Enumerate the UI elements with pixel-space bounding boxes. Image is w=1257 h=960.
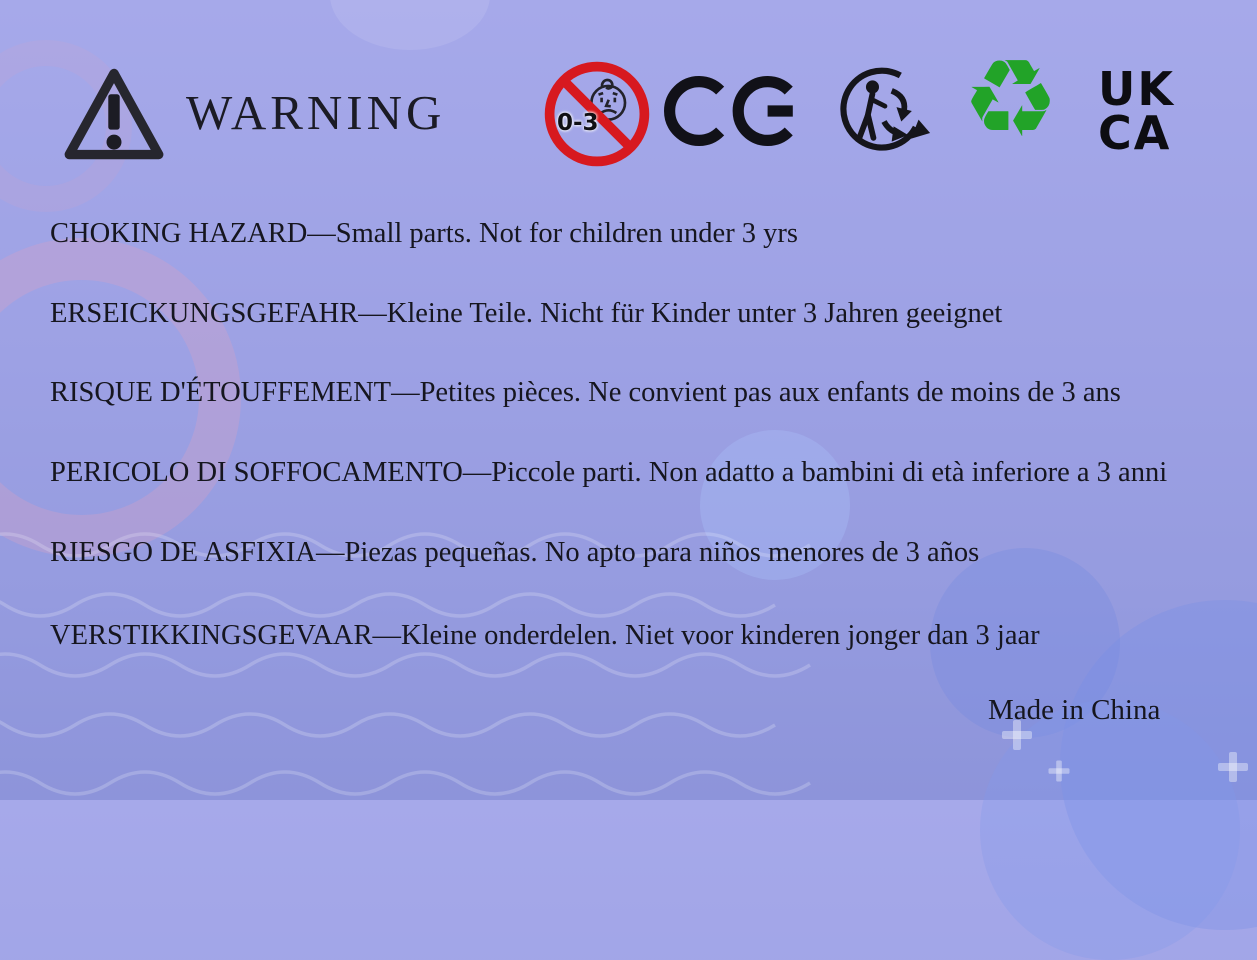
- warning-triangle-icon: [62, 66, 166, 162]
- circle-decoration: [980, 700, 1240, 960]
- warning-title: WARNING: [186, 85, 446, 140]
- warning-text-es: RIESGO DE ASFIXIA—Piezas pequeñas. No apto para niños menores de 3 años: [50, 537, 980, 568]
- made-in-china-label: Made in China: [988, 694, 1161, 726]
- ukca-line2: CA: [1098, 105, 1172, 160]
- recycling-icon: ♻: [962, 37, 1059, 162]
- warning-text-en: CHOKING HAZARD—Small parts. Not for children under 3 yrs: [50, 218, 799, 249]
- warning-text-fr: RISQUE D'ÉTOUFFEMENT—Petites pièces. Ne convient pas aux enfants de moins de 3 ans: [50, 377, 1121, 408]
- triman-recycling-icon: [836, 60, 932, 160]
- ukca-mark-icon: [1098, 62, 1175, 160]
- plus-decoration: [1049, 761, 1070, 782]
- warning-text-it: PERICOLO DI SOFFOCAMENTO—Piccole parti. Non adatto a bambini di età inferiore a 3 anni: [50, 457, 1168, 488]
- warning-text-nl: VERSTIKKINGSGEVAAR—Kleine onderdelen. Niet voor kinderen jonger dan 3 jaar: [50, 620, 1040, 651]
- age-restriction-icon: [544, 61, 650, 167]
- circle-decoration: [1060, 600, 1257, 930]
- age-range-label: 0-3: [557, 110, 599, 136]
- plus-decoration: [1218, 752, 1248, 782]
- ce-mark-icon: [664, 76, 804, 146]
- warning-text-de: ERSEICKUNGSGEFAHR—Kleine Teile. Nicht für Kinder unter 3 Jahren geeignet: [50, 298, 1003, 329]
- ukca-line1: UK: [1098, 62, 1175, 116]
- circle-decoration: [330, 0, 490, 50]
